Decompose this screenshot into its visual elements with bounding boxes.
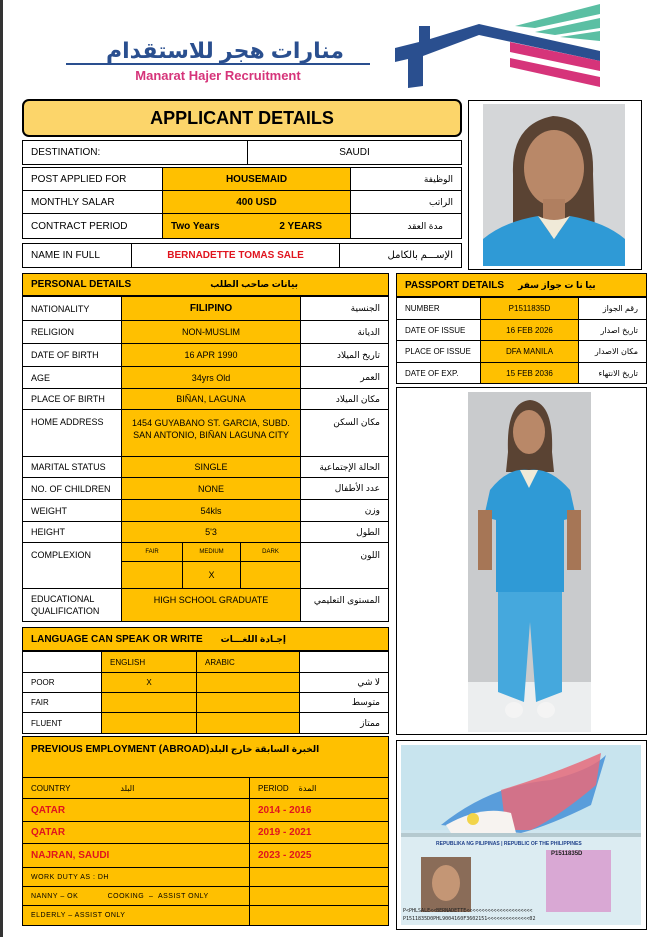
employment-title-arabic: الخبرة السابقة خارج البلد bbox=[209, 744, 320, 754]
language-poor-arabic bbox=[196, 672, 300, 693]
age-label: AGE bbox=[22, 366, 122, 389]
destination-label: DESTINATION: bbox=[22, 140, 248, 165]
employment-title: PREVIOUS EMPLOYMENT (ABROAD) bbox=[31, 744, 210, 755]
passport-details-header bbox=[396, 273, 647, 297]
post-label: POST APPLIED FOR bbox=[22, 167, 163, 191]
marital-label: MARITAL STATUS bbox=[22, 456, 122, 478]
company-name-arabic: منارات هجر للاستقدام bbox=[106, 38, 344, 63]
personal-details-header bbox=[22, 273, 389, 296]
education-value: HIGH SCHOOL GRADUATE bbox=[121, 588, 301, 622]
employment-note-2-blank bbox=[249, 886, 389, 906]
contract-value bbox=[162, 213, 351, 239]
contract-arabic: مدة العقد bbox=[350, 213, 462, 239]
language-row-poor: POOR bbox=[22, 672, 102, 693]
passport-number-label: NUMBER bbox=[396, 297, 481, 320]
age-arabic: العمر bbox=[300, 366, 389, 389]
height-label: HEIGHT bbox=[22, 521, 122, 543]
employment-note-3-blank bbox=[249, 905, 389, 926]
language-poor-english: X bbox=[101, 672, 197, 693]
passport-issue-place-label: PLACE OF ISSUE bbox=[396, 340, 481, 363]
contract-label: CONTRACT PERIOD bbox=[22, 213, 163, 239]
logo-underline bbox=[66, 63, 370, 65]
salary-value: 400 USD bbox=[162, 190, 351, 214]
employment-note-2: NANNY – OK COOKING – ASSIST ONLY bbox=[22, 886, 250, 906]
nationality-arabic: الجنسية bbox=[300, 296, 389, 321]
height-arabic: الطول bbox=[300, 521, 389, 543]
marital-arabic: الحالة الإجتماعية bbox=[300, 456, 389, 478]
language-fluent-arabic-label: ممتاز bbox=[299, 712, 389, 734]
employment-country-2: QATAR bbox=[22, 821, 250, 844]
birthplace-arabic: مكان الميلاد bbox=[300, 388, 389, 410]
language-row-fluent: FLUENT bbox=[22, 712, 102, 734]
birthplace-value: BIÑAN, LAGUNA bbox=[121, 388, 301, 410]
passport-mrz-line2: P1511835D0PHL9004160F3602151<<<<<<<<<<<<<<02 bbox=[403, 916, 536, 922]
language-title: LANGUAGE CAN SPEAK OR WRITE bbox=[31, 633, 203, 645]
language-fair-arabic bbox=[196, 692, 300, 713]
passport-mrz-line1: P<PHLSALE<<BERNADETTE<<<<<<<<<<<<<<<<<<<<<< bbox=[403, 908, 533, 914]
page-title: APPLICANT DETAILS bbox=[22, 99, 462, 137]
complexion-option-fair: FAIR bbox=[121, 542, 183, 562]
personal-details-title: PERSONAL DETAILS bbox=[31, 279, 132, 290]
passport-number-value: P1511835D bbox=[480, 297, 579, 320]
weight-arabic: وزن bbox=[300, 499, 389, 522]
complexion-option-medium: MEDIUM bbox=[182, 542, 241, 562]
company-name-english: Manarat Hajer Recruitment bbox=[135, 68, 301, 83]
employment-country-1: QATAR bbox=[22, 798, 250, 822]
language-title-arabic: إجـادة اللغـــات bbox=[220, 633, 287, 644]
destination-value: SAUDI bbox=[247, 140, 462, 165]
passport-scan-header: REPUBLIKA NG PILIPINAS | REPUBLIC OF THE PHILIPPINES bbox=[436, 841, 582, 847]
language-fluent-arabic bbox=[196, 712, 300, 734]
complexion-mark-fair bbox=[121, 561, 183, 589]
period-label: PERIOD bbox=[258, 783, 289, 793]
age-value: 34yrs Old bbox=[121, 366, 301, 389]
children-label: NO. OF CHILDREN bbox=[22, 477, 122, 500]
complexion-mark-medium: X bbox=[182, 561, 241, 589]
passport-issue-date-arabic: تاريخ اصدار bbox=[578, 319, 647, 341]
education-label-line1: EDUCATIONAL bbox=[31, 594, 95, 604]
complexion-option-dark: DARK bbox=[240, 542, 301, 562]
post-arabic: الوظيفة bbox=[350, 167, 462, 191]
passport-details-title-arabic: بيا نا ت جواز سفر bbox=[518, 279, 596, 290]
address-line2: SAN ANTONIO, BIÑAN LAGUNA CITY bbox=[133, 430, 289, 440]
full-body-photo bbox=[468, 392, 591, 732]
employment-header bbox=[22, 736, 389, 778]
marital-value: SINGLE bbox=[121, 456, 301, 478]
passport-issue-place-arabic: مكان الاصدار bbox=[578, 340, 647, 363]
education-label bbox=[22, 588, 122, 622]
address-label: HOME ADDRESS bbox=[22, 409, 122, 457]
passport-issue-date-label: DATE OF ISSUE bbox=[396, 319, 481, 341]
employment-period-3: 2023 - 2025 bbox=[249, 843, 389, 868]
employment-period-1: 2014 - 2016 bbox=[249, 798, 389, 822]
contract-value-words: Two Years bbox=[171, 220, 220, 232]
weight-label: WEIGHT bbox=[22, 499, 122, 522]
complexion-mark-dark bbox=[240, 561, 301, 589]
education-arabic: المستوى التعليمي bbox=[300, 588, 389, 622]
name-arabic: الإســـم بالكامل bbox=[339, 243, 462, 268]
dob-value: 16 APR 1990 bbox=[121, 343, 301, 367]
complexion-arabic: اللون bbox=[300, 542, 389, 589]
language-corner bbox=[22, 651, 102, 673]
language-row-fair: FAIR bbox=[22, 692, 102, 713]
passport-issue-date-value: 16 FEB 2026 bbox=[480, 319, 579, 341]
nationality-label: NATIONALITY bbox=[22, 296, 122, 321]
language-col-arabic: ARABIC bbox=[196, 651, 300, 673]
nationality-value: FILIPINO bbox=[121, 296, 301, 321]
dob-label: DATE OF BIRTH bbox=[22, 343, 122, 367]
passport-expiry-value: 15 FEB 2036 bbox=[480, 362, 579, 384]
country-label-arabic: البلد bbox=[120, 783, 135, 793]
birthplace-label: PLACE OF BIRTH bbox=[22, 388, 122, 410]
religion-value: NON-MUSLIM bbox=[121, 320, 301, 344]
language-poor-arabic-label: لا شي bbox=[299, 672, 389, 693]
language-fluent-english bbox=[101, 712, 197, 734]
name-value: BERNADETTE TOMAS SALE bbox=[131, 243, 340, 268]
employment-country-3: NAJRAN, SAUDI bbox=[22, 843, 250, 868]
passport-issue-place-value: DFA MANILA bbox=[480, 340, 579, 363]
house-logo-icon bbox=[395, 4, 605, 90]
dob-arabic: تاريخ الميلاد bbox=[300, 343, 389, 367]
passport-expiry-arabic: تاريخ الانتهاء bbox=[578, 362, 647, 384]
children-arabic: عدد الأطفال bbox=[300, 477, 389, 500]
religion-label: RELIGION bbox=[22, 320, 122, 344]
passport-scan-number: P1511835D bbox=[551, 851, 583, 857]
post-value: HOUSEMAID bbox=[162, 167, 351, 191]
language-fair-english bbox=[101, 692, 197, 713]
address-line1: 1454 GUYABANO ST. GARCIA, SUBD. bbox=[132, 418, 290, 428]
name-label: NAME IN FULL bbox=[22, 243, 132, 268]
portrait-photo bbox=[483, 104, 625, 266]
employment-note-1: WORK DUTY AS : DH bbox=[22, 867, 250, 887]
employment-period-header bbox=[249, 777, 389, 799]
education-label-line2: QUALIFICATION bbox=[31, 606, 100, 616]
address-value bbox=[121, 409, 301, 457]
complexion-label: COMPLEXION bbox=[22, 542, 122, 589]
passport-scan-image bbox=[401, 745, 641, 925]
passport-details-title: PASSPORT DETAILS bbox=[405, 279, 505, 291]
employment-note-1-blank bbox=[249, 867, 389, 887]
address-arabic: مكان السكن bbox=[300, 409, 389, 457]
employment-note-3: ELDERLY – ASSIST ONLY bbox=[22, 905, 250, 926]
height-value: 5'3 bbox=[121, 521, 301, 543]
passport-number-arabic: رقم الجواز bbox=[578, 297, 647, 320]
salary-arabic: الراتب bbox=[350, 190, 462, 214]
employment-country-header bbox=[22, 777, 250, 799]
passport-expiry-label: DATE OF EXP. bbox=[396, 362, 481, 384]
language-fair-arabic-label: متوسط bbox=[299, 692, 389, 713]
page-left-border bbox=[0, 0, 3, 937]
language-header bbox=[22, 627, 389, 651]
period-label-arabic: المدة bbox=[298, 783, 317, 793]
language-col-english: ENGLISH bbox=[101, 651, 197, 673]
children-value: NONE bbox=[121, 477, 301, 500]
personal-details-title-arabic: بيانات صاحب الطلب bbox=[210, 279, 298, 289]
weight-value: 54kls bbox=[121, 499, 301, 522]
employment-period-2: 2019 - 2021 bbox=[249, 821, 389, 844]
religion-arabic: الديانة bbox=[300, 320, 389, 344]
language-col-blank bbox=[299, 651, 389, 673]
country-label: COUNTRY bbox=[31, 783, 71, 793]
contract-value-caps: 2 YEARS bbox=[279, 220, 322, 232]
salary-label: MONTHLY SALAR bbox=[22, 190, 163, 214]
